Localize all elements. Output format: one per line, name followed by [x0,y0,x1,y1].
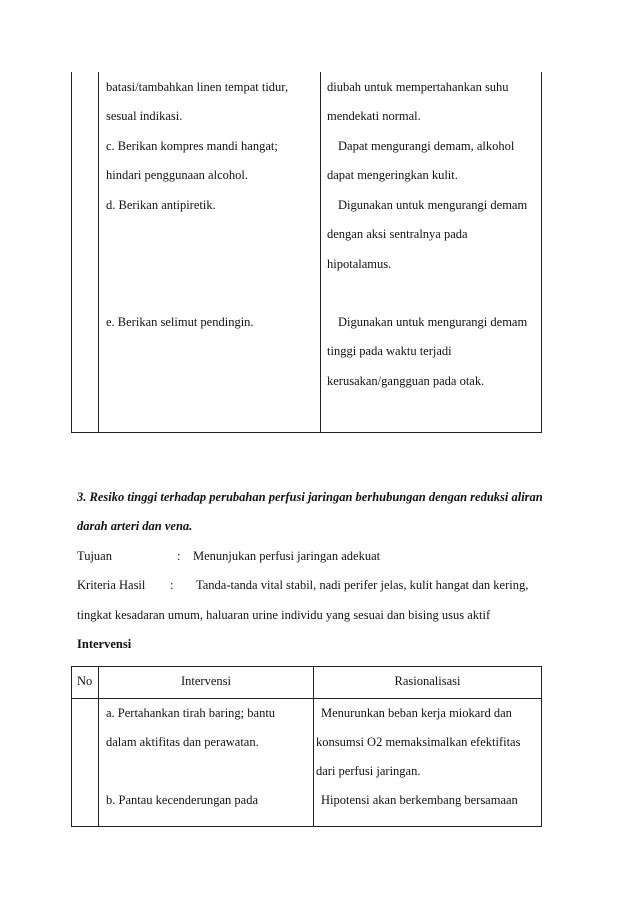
table-cell-text: tinggi pada waktu terjadi [327,344,452,358]
tujuan-text: Menunjukan perfusi jaringan adekuat [193,549,381,563]
table-cell-text: diubah untuk mempertahankan suhu [327,80,509,94]
header-intervensi: Intervensi [181,674,231,688]
tujuan-colon: : [177,549,181,563]
table-cell-text: batasi/tambahkan linen tempat tidur, [106,80,289,94]
table-border-top [71,666,542,667]
intervensi-heading: Intervensi [77,637,132,651]
table-border-left [71,666,72,826]
table-cell-text: hindari penggunaan alcohol. [106,168,248,182]
table-cell-text: a. Pertahankan tirah baring; bantu [106,706,276,720]
table-cell-text: dari perfusi jaringan. [316,764,421,778]
table-cell-text: kerusakan/gangguan pada otak. [327,374,485,388]
table-cell-text: dapat mengeringkan kulit. [327,168,458,182]
table-border-col1 [98,72,99,432]
table-cell-text: Hipotensi akan berkembang bersamaan [321,793,518,807]
section-heading-cont: darah arteri dan vena. [77,519,193,533]
table-cell-text: b. Pantau kecenderungan pada [106,793,259,807]
table-border-right [541,72,542,432]
table-cell-text: e. Berikan selimut pendingin. [106,315,254,329]
table-cell-text: Menurunkan beban kerja miokard dan [321,706,512,720]
kriteria-label: Kriteria Hasil [77,578,146,592]
table-border-col1 [98,666,99,826]
table-cell-text: hipotalamus. [327,257,392,271]
table-header-divider [71,698,542,699]
table-border-bottom [71,826,542,827]
section-heading: 3. Resiko tinggi terhadap perubahan perfusi jaringan berhubungan dengan reduksi aliran [77,490,543,504]
header-no: No [77,674,93,688]
table-cell-text: d. Berikan antipiretik. [106,198,216,212]
kriteria-text-cont: tingkat kesadaran umum, haluaran urine individu yang sesuai dan bising usus aktif [77,608,491,622]
table-cell-text: Digunakan untuk mengurangi demam [338,315,528,329]
table-border-left [71,72,72,432]
table-cell-text: sesual indikasi. [106,109,183,123]
table-border-bottom [71,432,542,433]
tujuan-label: Tujuan [77,549,112,563]
header-rasionalisasi: Rasionalisasi [394,674,461,688]
table-border-right [541,666,542,826]
table-cell-text: c. Berikan kompres mandi hangat; [106,139,278,153]
kriteria-text: Tanda-tanda vital stabil, nadi perifer jelas, kulit hangat dan kering, [196,578,529,592]
table-cell-text: dalam aktifitas dan perawatan. [106,735,259,749]
table-cell-text: mendekati normal. [327,109,421,123]
table-cell-text: dengan aksi sentralnya pada [327,227,468,241]
table-cell-text: konsumsi O2 memaksimalkan efektifitas [316,735,521,749]
table-border-col2 [320,72,321,432]
table-border-col2 [313,666,314,826]
table-cell-text: Dapat mengurangi demam, alkohol [338,139,515,153]
table-cell-text: Digunakan untuk mengurangi demam [338,198,528,212]
kriteria-colon: : [170,578,174,592]
